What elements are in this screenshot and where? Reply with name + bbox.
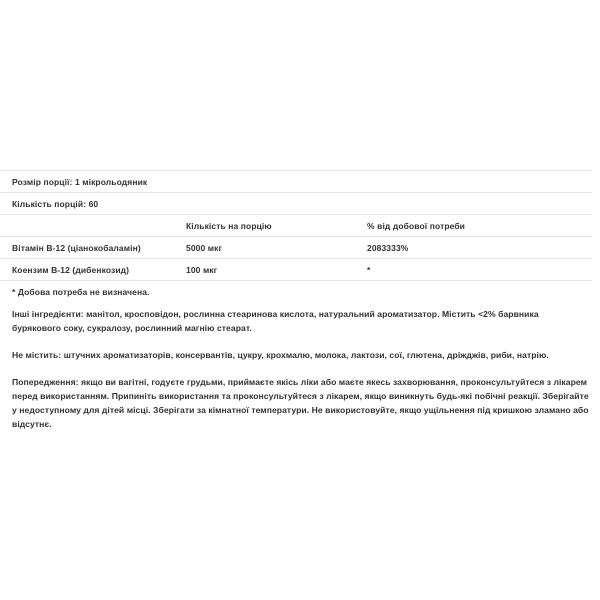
column-header-daily-value: % від добової потреби <box>367 220 466 231</box>
nutrient-amount: 100 мкг <box>186 264 218 275</box>
table-header-row <box>0 214 592 236</box>
nutrient-daily-value: * <box>367 264 371 275</box>
warning-paragraph: Попередження: якщо ви вагітні, годуєте грудьми, приймаєте якісь ліки або маєте якесь захворювання, проконсультуйтеся з лікарем перед використанням. Припиніть використання та проконсультуйтеся з лікарем, якщо виникнуть будь-які побічні реакції. Зберігайте у недоступному для дітей місці. Зберігати за кімнатної температури. Не використовуйте, якщо ущільнення під кришкою зламано або відсутнє. <box>12 376 589 429</box>
servings-per-container-text: Кількість порцій: 60 <box>12 198 99 209</box>
nutrient-name: Коензим B-12 (дибенкозид) <box>12 264 130 275</box>
table-row <box>0 236 592 258</box>
nutrient-daily-value: 2083333% <box>367 242 409 253</box>
serving-size-text: Розмір порції: 1 мікрольодяник <box>12 176 148 187</box>
column-header-amount-per-serving: Кількість на порцію <box>186 220 272 231</box>
supplement-facts-table <box>0 170 592 297</box>
nutrient-amount: 5000 мкг <box>186 242 223 253</box>
label-paragraphs <box>12 308 590 431</box>
nutrient-name: Вітамін B-12 (ціанокобаламін) <box>12 242 141 253</box>
other-ingredients-paragraph: Інші інгредієнти: манітол, кросповідон, рослинна стеаринова кислота, натуральний ароматизатор. Містить <2% барвника бурякового соку, сукралозу, рослинний магнію стеарат. <box>12 309 539 333</box>
daily-value-footnote: * Добова потреба не визначена. <box>0 280 592 297</box>
free-of-paragraph: Не містить: штучних ароматизаторів, консервантів, цукру, крохмалю, молока, лактози, сої, глютена, дріжджів, риби, натрію. <box>12 349 549 360</box>
servings-per-container-row <box>0 192 592 214</box>
table-row <box>0 258 592 280</box>
serving-size-row <box>0 170 592 192</box>
